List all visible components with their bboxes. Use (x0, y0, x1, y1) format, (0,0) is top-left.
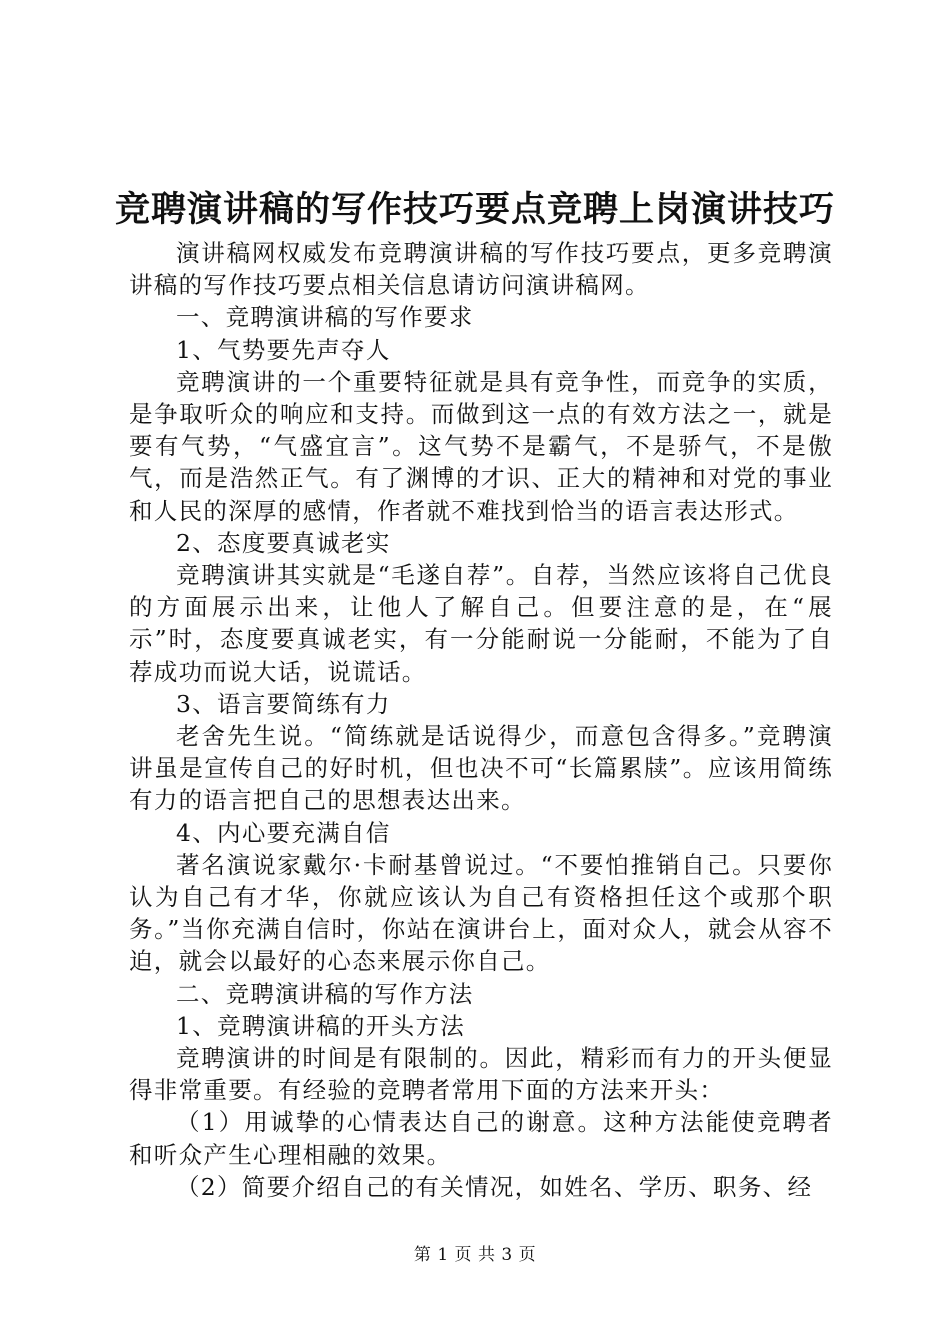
body-paragraph: 竞聘演讲的一个重要特征就是具有竞争性，而竞争的实质，是争取听众的响应和支持。而做到这一点的有效方法之一，就是要有气势，“气盛宜言”。这气势不是霸气，不是骄气，不是傲气，而是浩然正气。有了渊博的才识、正大的精神和对党的事业和人民的深厚的感情，作者就不难找到恰当的语言表达形式。 (129, 367, 833, 525)
subsection-heading: 1、竞聘演讲稿的开头方法 (176, 1011, 466, 1040)
document-title: 竞聘演讲稿的写作技巧要点竞聘上岗演讲技巧 (114, 189, 835, 230)
body-paragraph: 老舍先生说。“简练就是话说得少，而意包含得多。”竞聘演讲虽是宣传自己的好时机，但也决不可“长篇累牍”。应该用简练有力的语言把自己的思想表达出来。 (129, 722, 833, 815)
body-paragraph: 竞聘演讲其实就是“毛遂自荐”。自荐，当然应该将自己优良的方面展示出来，让他人了解自己。但要注意的是，在“展示”时，态度要真诚老实，有一分能耐说一分能耐，不能为了自荐成功而说大话，说谎话。 (129, 561, 833, 686)
list-paragraph: （1）用诚挚的心情表达自己的谢意。这种方法能使竞聘者和听众产生心理相融的效果。 (129, 1108, 833, 1169)
section-heading: 二、竞聘演讲稿的写作方法 (176, 979, 474, 1008)
subsection-heading: 1、气势要先声夺人 (176, 335, 391, 364)
intro-paragraph: 演讲稿网权威发布竞聘演讲稿的写作技巧要点，更多竞聘演讲稿的写作技巧要点相关信息请访问演讲稿网。 (129, 239, 833, 300)
body-paragraph: 竞聘演讲的时间是有限制的。因此，精彩而有力的开头便显得非常重要。有经验的竞聘者常用下面的方法来开头： (129, 1044, 833, 1105)
body-paragraph: 著名演说家戴尔·卡耐基曾说过。“不要怕推销自己。只要你认为自己有才华，你就应该认为自己有资格担任这个或那个职务。”当你充满自信时，你站在演讲台上，面对众人，就会从容不迫，就会以最好的心态来展示你自己。 (129, 850, 833, 976)
subsection-heading: 3、语言要简练有力 (176, 689, 391, 718)
list-paragraph: （2）简要介绍自己的有关情况，如姓名、学历、职务、经 (176, 1172, 813, 1201)
page-number-footer: 第 1 页 共 3 页 (413, 1245, 537, 1265)
subsection-heading: 4、内心要充满自信 (176, 818, 391, 847)
document-body (129, 237, 833, 1203)
subsection-heading: 2、态度要真诚老实 (176, 528, 391, 557)
section-heading: 一、竞聘演讲稿的写作要求 (176, 303, 474, 332)
